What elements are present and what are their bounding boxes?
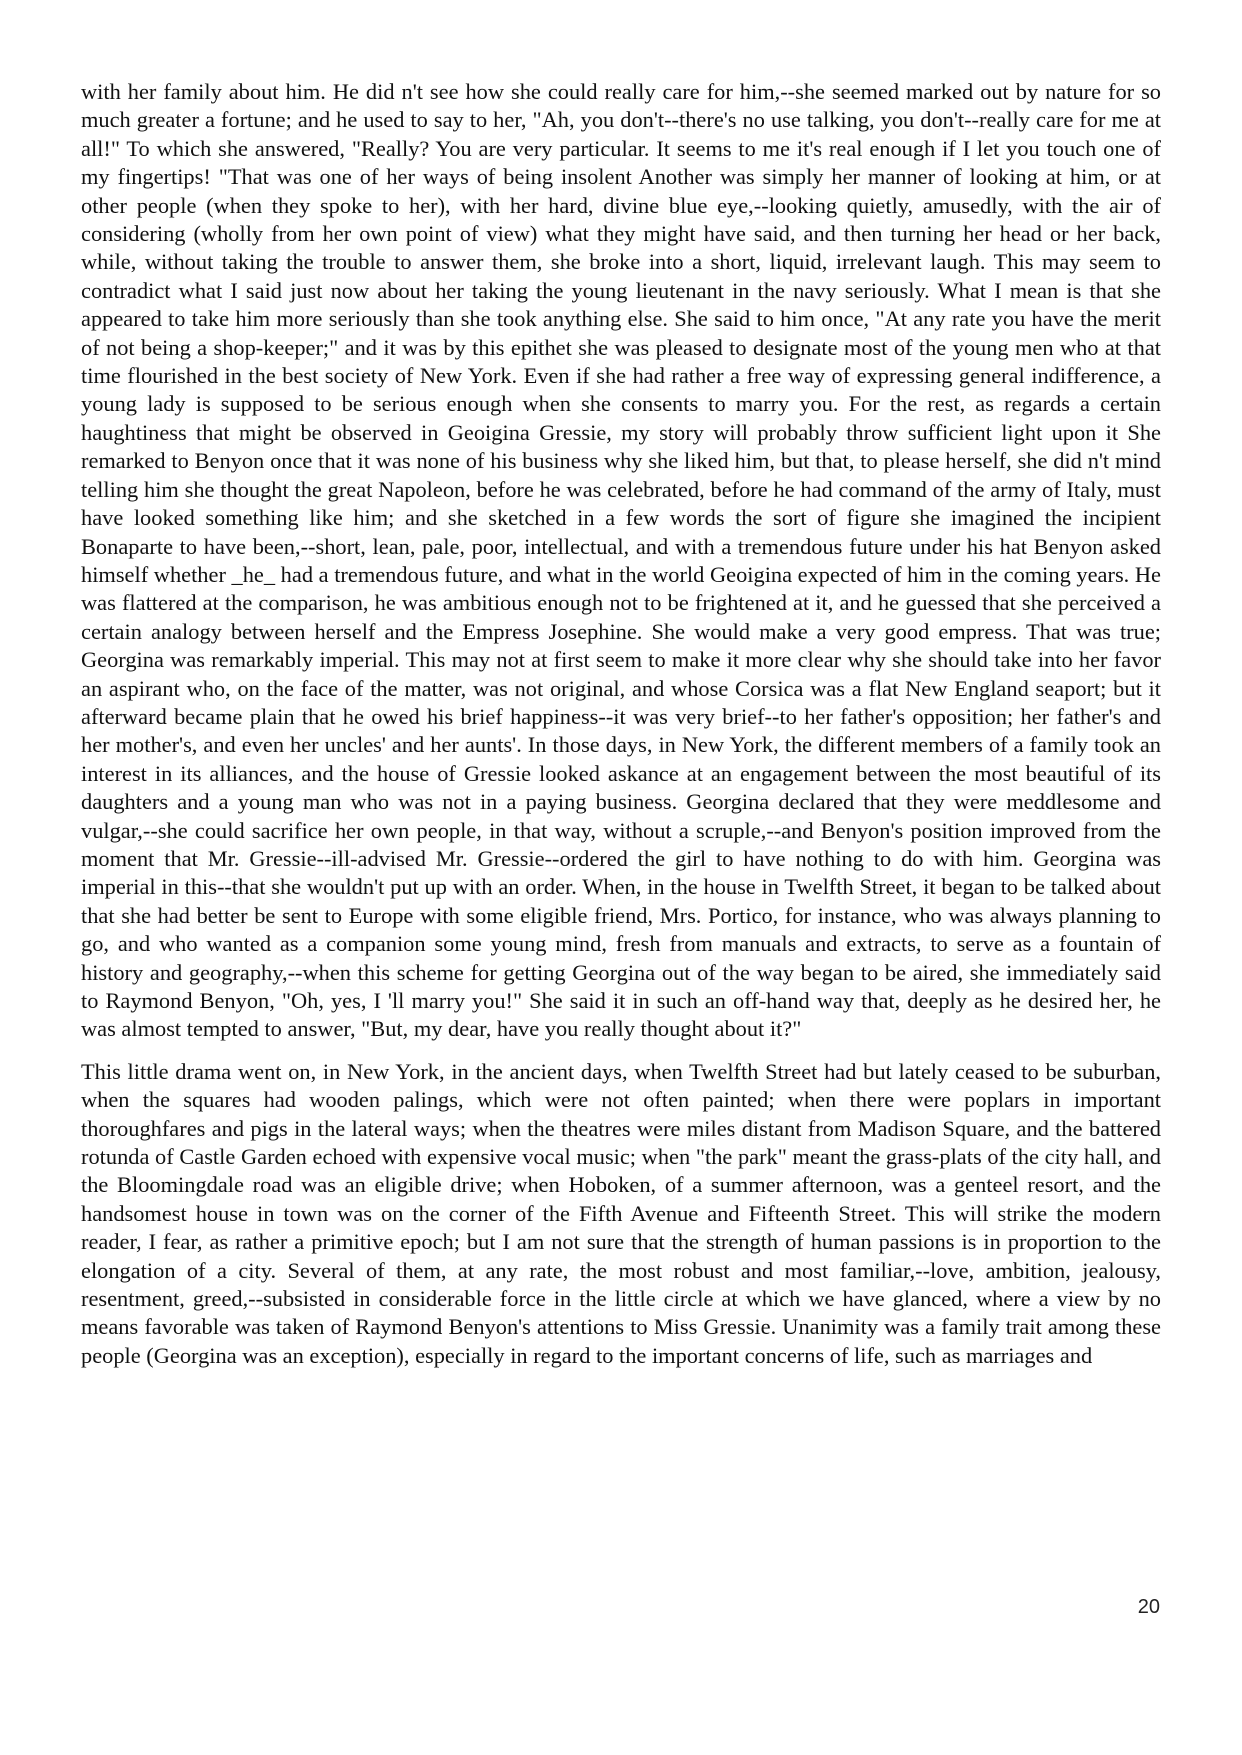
page-number: 20 — [1137, 1596, 1160, 1618]
paragraph: with her family about him. He did n't see how she could really care for him,--she seemed marked out by nature for so much greater a fortune; and he used to say to her, "Ah, you don't--there's no use talking, you don't--really care for me at all!" To which she answered, "Really? You are very particular. It seems to me it's real enough if I let you touch one of my fingertips! "That was one of her ways of being insolent Another was simply her manner of looking at him, or at other people (when they spoke to her), with her hard, divine blue eye,--looking quietly, amusedly, with the air of considering (wholly from her own point of view) what they might have said, and then turning her head or her back, while, without taking the trouble to answer them, she broke into a short, liquid, irrelevant laugh. This may seem to contradict what I said just now about her taking the young lieutenant in the navy seriously. What I mean is that she appeared to take him more seriously than she took anything else. She said to him once, "At any rate you have the merit of not being a shop-keeper;" and it was by this epithet she was pleased to designate most of the young men who at that time flourished in the best society of New York. Even if she had rather a free way of expressing general indifference, a young lady is supposed to be serious enough when she consents to marry you. For the rest, as regards a certain haughtiness that might be observed in Geoigina Gressie, my story will probably throw sufficient light upon it She remarked to Benyon once that it was none of his business why she liked him, but that, to please herself, she did n't mind telling him she thought the great Napoleon, before he was celebrated, before he had command of the army of Italy, must have looked something like him; and she sketched in a few words the sort of figure she imagined the incipient Bonaparte to have been,--short, lean, pale, poor, intellectual, and with a tremendous future under his hat Benyon asked himself whether _he_ had a tremendous future, and what in the world Geoigina expected of him in the coming years. He was flattered at the comparison, he was ambitious enough not to be frightened at it, and he guessed that she perceived a certain analogy between herself and the Empress Josephine. She would make a very good empress. That was true; Georgina was remarkably imperial. This may not at first seem to make it more clear why she should take into her favor an aspirant who, on the face of the matter, was not original, and whose Corsica was a flat New England seaport; but it afterward became plain that he owed his brief happiness--it was very brief--to her father's opposition; her father's and her mother's, and even her uncles' and her aunts'. In those days, in New York, the different members of a family took an interest in its alliances, and the house of Gressie looked askance at an engagement between the most beautiful of its daughters and a young man who was not in a paying business. Georgina declared that they were meddlesome and vulgar,--she could sacrifice her own people, in that way, without a scruple,--and Benyon's position improved from the moment that Mr. Gressie--ill-advised Mr. Gressie--ordered the girl to have nothing to do with him. Georgina was imperial in this--that she wouldn't put up with an order. When, in the house in Twelfth Street, it began to be talked about that she had better be sent to Europe with some eligible friend, Mrs. Portico, for instance, who was always planning to go, and who wanted as a companion some young mind, fresh from manuals and extracts, to serve as a fountain of history and geography,--when this scheme for getting Georgina out of the way began to be aired, she immediately said to Raymond Benyon, "Oh, yes, I 'll marry you!" She said it in such an off-hand way that, deeply as he desired her, he was almost tempted to answer, "But, my dear, have you really thought about it?" — [81, 79, 1161, 1042]
paragraph: This little drama went on, in New York, in the ancient days, when Twelfth Street had but lately ceased to be suburban, when the squares had wooden palings, which were not often painted; when there were poplars in important thoroughfares and pigs in the lateral ways; when the theatres were miles distant from Madison Square, and the battered rotunda of Castle Garden echoed with expensive vocal music; when "the park" meant the grass-plats of the city hall, and the Bloomingdale road was an eligible drive; when Hoboken, of a summer afternoon, was a genteel resort, and the handsomest house in town was on the corner of the Fifth Avenue and Fifteenth Street. This will strike the modern reader, I fear, as rather a primitive epoch; but I am not sure that the strength of human passions is in proportion to the elongation of a city. Several of them, at any rate, the most robust and most familiar,--love, ambition, jealousy, resentment, greed,--subsisted in considerable force in the little circle at which we have glanced, where a view by no means favorable was taken of Raymond Benyon's attentions to Miss Gressie. Unanimity was a family trait among these people (Georgina was an exception), especially in regard to the important concerns of life, such as marriages and — [81, 1058, 1161, 1368]
body-text — [81, 78, 1161, 1370]
